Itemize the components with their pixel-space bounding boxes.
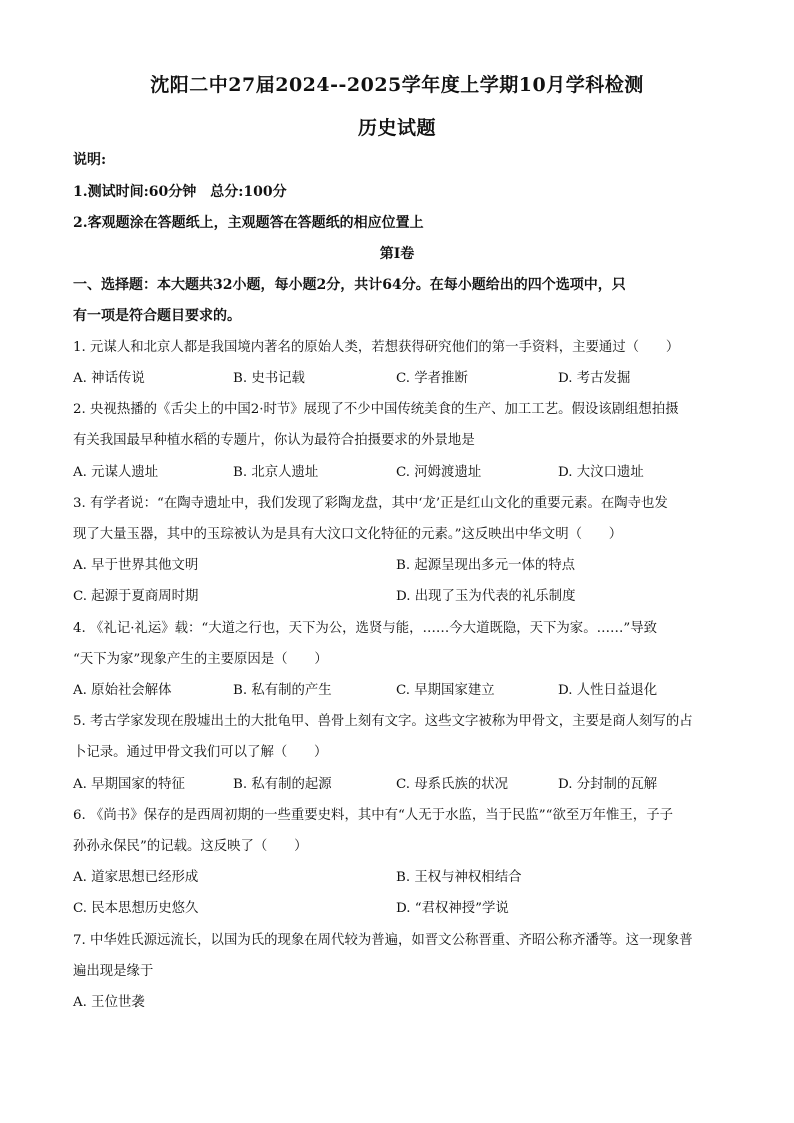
question-5-option-b: B. 私有制的起源 — [233, 777, 332, 792]
exam-subject: 历史试题 — [357, 117, 436, 139]
section-heading-line-2: 有一项是符合题目要求的。 — [73, 308, 241, 324]
question-5-line-2: 卜记录。通过甲骨文我们可以了解（ ） — [73, 745, 328, 760]
question-6-option-c: C. 民本思想历史悠久 — [73, 901, 199, 916]
question-4-line-2: “天下为家”现象产生的主要原因是（ ） — [73, 652, 328, 667]
question-4-option-c: C. 早期国家建立 — [396, 683, 495, 698]
question-2-line-1: 2. 央视热播的《舌尖上的中国2·时节》展现了不少中国传统美食的生产、加工工艺。假设该剧组想拍摄 — [73, 402, 679, 417]
question-1-option-d: D. 考古发掘 — [558, 371, 631, 386]
notes-item-2: 2.客观题涂在答题纸上，主观题答在答题纸的相应位置上 — [73, 215, 424, 231]
question-5-option-d: D. 分封制的瓦解 — [558, 777, 658, 792]
question-6-line-2: 孙孙永保民”的记载。这反映了（ ） — [73, 839, 308, 854]
notes-label: 说明: — [73, 152, 107, 168]
question-2-option-c: C. 河姆渡遗址 — [396, 465, 482, 480]
question-3-option-a: A. 早于世界其他文明 — [73, 558, 199, 573]
question-3-option-d: D. 出现了玉为代表的礼乐制度 — [396, 589, 576, 604]
question-3-line-1: 3. 有学者说：“在陶寺遗址中，我们发现了彩陶龙盘，其中‘龙’正是红山文化的重要元素。在陶寺也发 — [73, 496, 668, 511]
question-5-option-c: C. 母系氏族的状况 — [396, 777, 509, 792]
volume-heading: 第Ⅰ卷 — [379, 246, 415, 262]
notes-item-1: 1.测试时间:60分钟 总分:100分 — [73, 184, 287, 200]
question-4-option-d: D. 人性日益退化 — [558, 683, 658, 698]
exam-title: 沈阳二中27届2024--2025学年度上学期10月学科检测 — [150, 74, 644, 96]
question-2-line-2: 有关我国最早种植水稻的专题片，你认为最符合拍摄要求的外景地是 — [73, 433, 475, 448]
question-2-option-b: B. 北京人遗址 — [233, 465, 319, 480]
question-6-option-a: A. 道家思想已经形成 — [73, 870, 199, 885]
question-5-line-1: 5. 考古学家发现在殷墟出土的大批龟甲、兽骨上刻有文字。这些文字被称为甲骨文，主要是商人刻写的占 — [73, 714, 693, 729]
question-1-option-c: C. 学者推断 — [396, 371, 468, 386]
question-7-line-1: 7. 中华姓氏源远流长，以国为氏的现象在周代较为普遍，如晋文公称晋重、齐昭公称齐潘等。这一现象普 — [73, 933, 693, 948]
question-1-line-1: 1. 元谋人和北京人都是我国境内著名的原始人类，若想获得研究他们的第一手资料，主要通过（ ） — [73, 340, 680, 355]
section-heading-line-1: 一、选择题：本大题共32小题，每小题2分，共计64分。在每小题给出的四个选项中，只 — [73, 277, 626, 293]
question-6-line-1: 6. 《尚书》保存的是西周初期的一些重要史料，其中有“人无于水监，当于民监”“欲至万年惟王，子子 — [73, 808, 673, 823]
question-3-option-c: C. 起源于夏商周时期 — [73, 589, 199, 604]
question-7-line-2: 遍出现是缘于 — [73, 964, 154, 979]
question-7-option-a: A. 王位世袭 — [73, 995, 145, 1010]
question-1-option-b: B. 史书记载 — [233, 371, 305, 386]
question-3-option-b: B. 起源呈现出多元一体的特点 — [396, 558, 576, 573]
question-3-line-2: 现了大量玉器，其中的玉琮被认为是具有大汶口文化特征的元素。”这反映出中华文明（ ） — [73, 527, 623, 542]
question-4-option-a: A. 原始社会解体 — [73, 683, 172, 698]
question-2-option-d: D. 大汶口遗址 — [558, 465, 644, 480]
question-5-option-a: A. 早期国家的特征 — [73, 777, 185, 792]
question-4-option-b: B. 私有制的产生 — [233, 683, 332, 698]
question-6-option-b: B. 王权与神权相结合 — [396, 870, 522, 885]
question-6-option-d: D. “君权神授”学说 — [396, 901, 509, 916]
question-1-option-a: A. 神话传说 — [73, 371, 145, 386]
question-2-option-a: A. 元谋人遗址 — [73, 465, 159, 480]
question-4-line-1: 4. 《礼记·礼运》载：“大道之行也，天下为公，选贤与能，……今大道既隐，天下为家。……”导致 — [73, 621, 657, 636]
